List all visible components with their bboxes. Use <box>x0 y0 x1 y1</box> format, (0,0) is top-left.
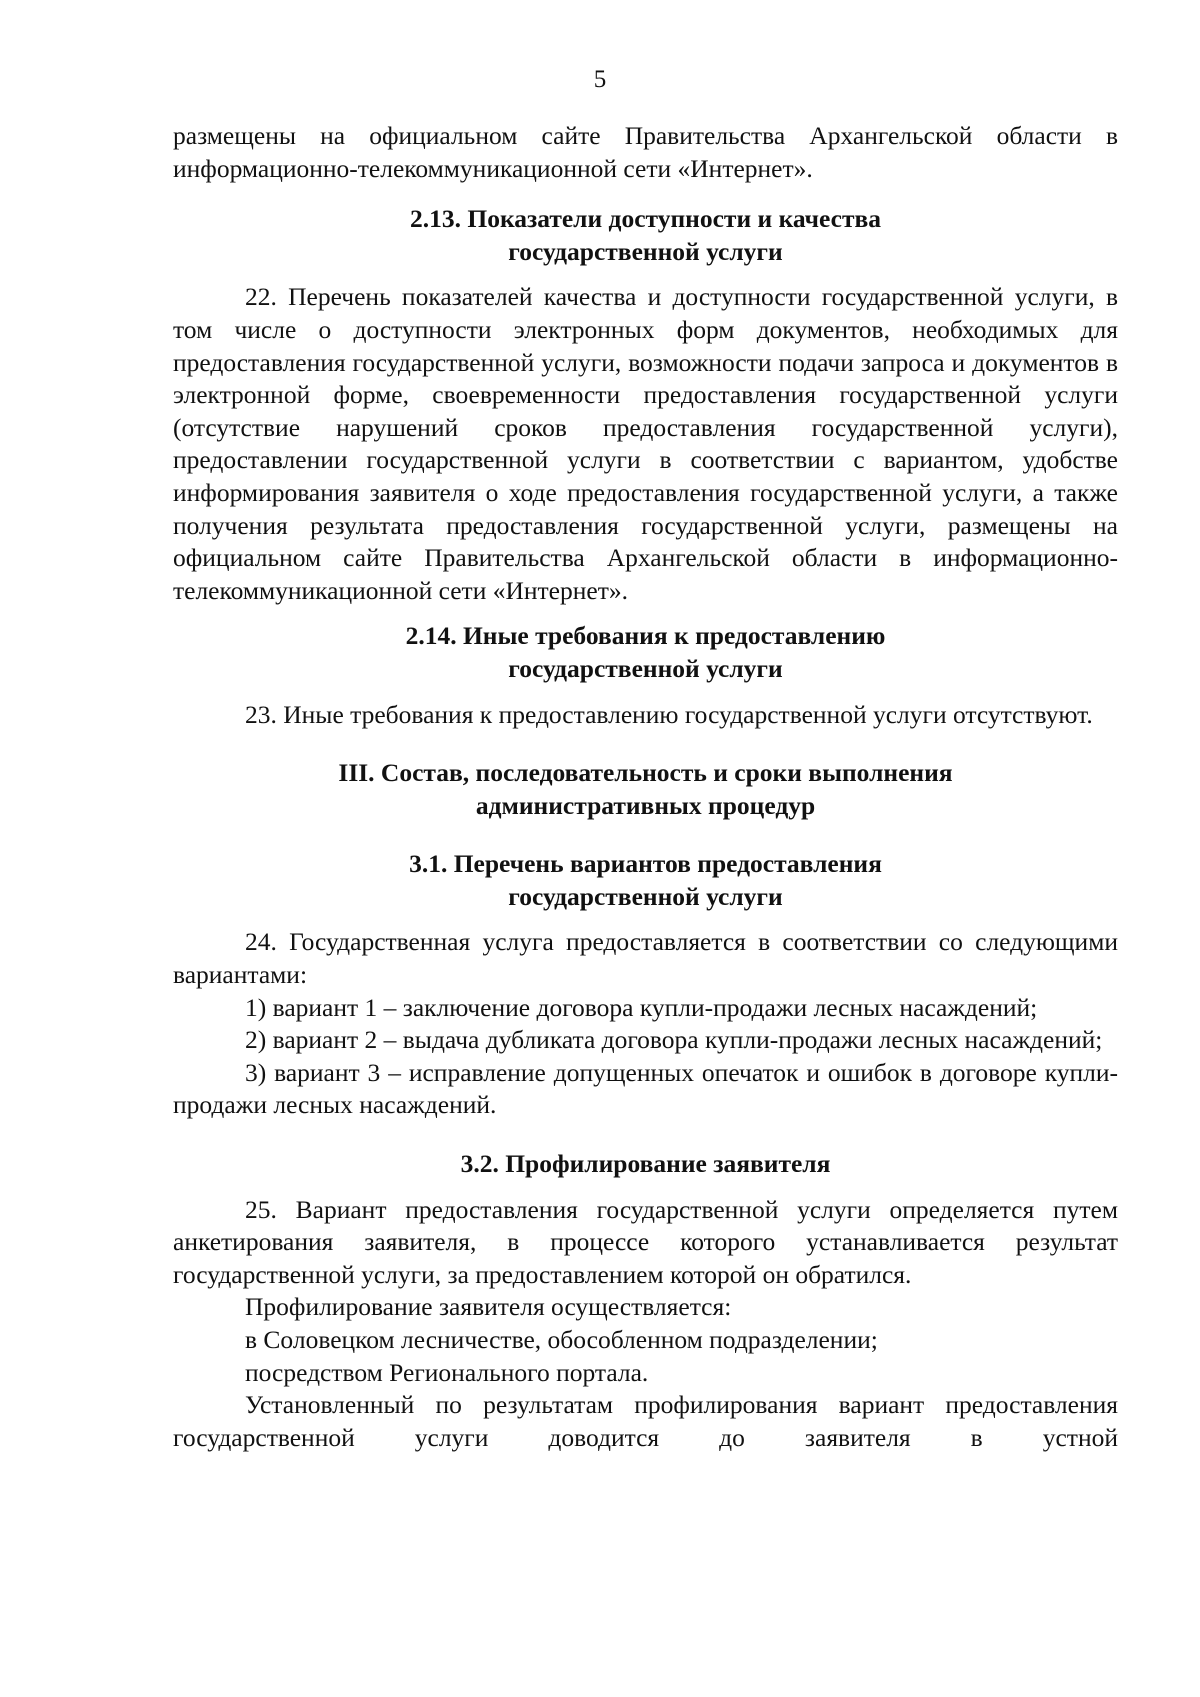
section-3-1-heading-line1: 3.1. Перечень вариантов предоставления <box>409 849 882 879</box>
profiling-item-2: посредством Регионального портала. <box>245 1357 649 1387</box>
section-2-13-heading-line1: 2.13. Показатели доступности и качества <box>409 204 881 234</box>
paragraph-22: 22. Перечень показателей качества и доступности государственной услуги, в том числе о доступности электронных форм документов, необходимых для предоставления государственной услуги, возможности подачи запроса и документов в электронной форме, своевременности предоставления государственной услуги (отсутствие нарушений сроков предоставления государственной услуги), предоставлении государственной услуги в соответствии с вариантом, удобстве информирования заявителя о ходе предоставления государственной услуги, а также получения результата предоставления государственной услуги, размещены на официальном сайте Правительства Архангельской области в информационно-телекоммуникационной сети «Интернет». <box>173 282 1118 605</box>
page-number: 5 <box>593 66 607 93</box>
section-2-14-heading-line2: государственной услуги <box>508 653 783 683</box>
profiling-intro: Профилирование заявителя осуществляется: <box>245 1292 732 1322</box>
section-III-heading-line1: III. Состав, последовательность и сроки выполнения <box>338 758 953 788</box>
document-body <box>173 120 1118 1454</box>
section-3-1-heading-line2: государственной услуги <box>508 881 783 911</box>
section-2-14-heading-line1: 2.14. Иные требования к предоставлению <box>405 621 886 651</box>
paragraph-24: 24. Государственная услуга предоставляется в соответствии со следующими вариантами: <box>173 927 1118 990</box>
paragraph-25: 25. Вариант предоставления государственной услуги определяется путем анкетирования заявителя, в процессе которого устанавливается результат государственной услуги, за предоставлением которой он обратился. <box>173 1194 1118 1289</box>
section-III-heading-line2: административных процедур <box>475 790 816 820</box>
variant-item-3: 3) вариант 3 – исправление допущенных опечаток и ошибок в договоре купли-продажи лесных насаждений. <box>173 1057 1118 1120</box>
continuation-paragraph: размещены на официальном сайте Правительства Архангельской области в информационно-телекоммуникационной сети «Интернет». <box>173 121 1118 183</box>
section-2-13-heading-line2: государственной услуги <box>508 236 783 266</box>
paragraph-23: 23. Иные требования к предоставлению государственной услуги отсутствуют. <box>245 699 1093 729</box>
profiling-item-1: в Соловецком лесничестве, обособленном подразделении; <box>245 1325 878 1354</box>
variant-item-1: 1) вариант 1 – заключение договора купли-продажи лесных насаждений; <box>245 992 1038 1022</box>
section-3-2-heading: 3.2. Профилирование заявителя <box>460 1149 831 1179</box>
variant-item-2: 2) вариант 2 – выдача дубликата договора купли-продажи лесных насаждений; <box>245 1025 1103 1055</box>
final-paragraph: Установленный по результатам профилирования вариант предоставления государственной услуги доводится до заявителя в устной <box>173 1390 1118 1452</box>
